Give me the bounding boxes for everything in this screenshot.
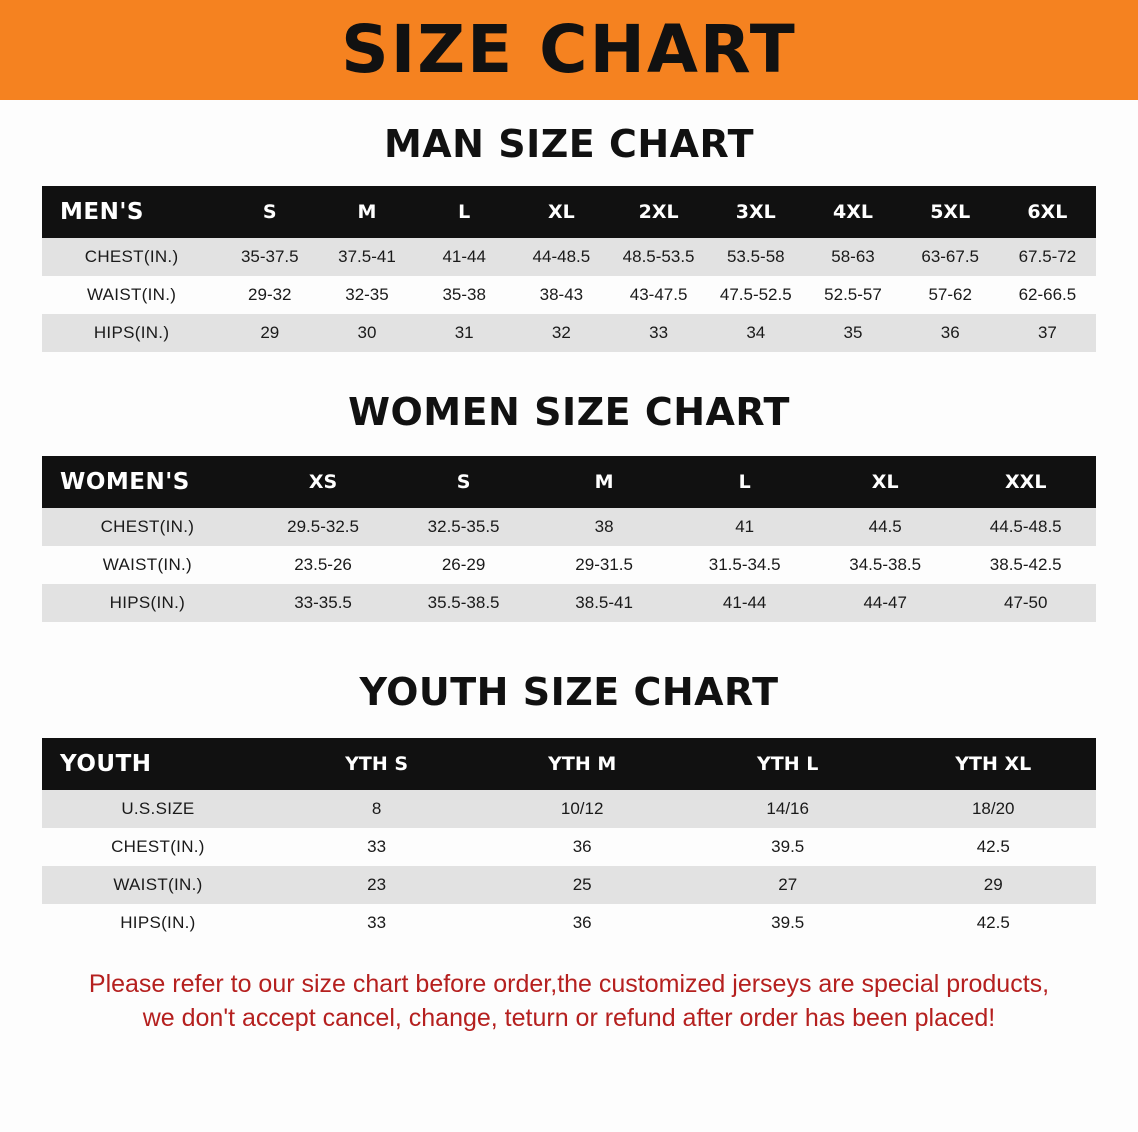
cell: 57-62 <box>902 276 999 314</box>
cell: 42.5 <box>890 828 1096 866</box>
cell: 29 <box>221 314 318 352</box>
cell: 47.5-52.5 <box>707 276 804 314</box>
header-cell-2xl: 2XL <box>610 186 707 238</box>
table-header-row <box>42 456 1096 508</box>
cell: 35-37.5 <box>221 238 318 276</box>
cell: 35 <box>804 314 901 352</box>
row-label-chest: CHEST(IN.) <box>42 238 221 276</box>
cell: 29.5-32.5 <box>253 508 394 546</box>
header-cell-rowlabel: MEN'S <box>42 186 221 238</box>
row-label-hips: HIPS(IN.) <box>42 904 274 942</box>
cell: 30 <box>318 314 415 352</box>
cell: 39.5 <box>685 904 891 942</box>
cell: 31 <box>416 314 513 352</box>
header-cell-xl: XL <box>513 186 610 238</box>
cell: 41-44 <box>674 584 815 622</box>
table-row <box>42 508 1096 546</box>
cell: 63-67.5 <box>902 238 999 276</box>
youth-section-heading: YOUTH SIZE CHART <box>359 670 779 714</box>
cell: 36 <box>902 314 999 352</box>
header-cell-rowlabel: YOUTH <box>42 738 274 790</box>
cell: 37 <box>999 314 1096 352</box>
women-size-table <box>42 456 1096 622</box>
cell: 29 <box>890 866 1096 904</box>
cell: 52.5-57 <box>804 276 901 314</box>
cell: 26-29 <box>393 546 534 584</box>
table-header-row <box>42 738 1096 790</box>
table-header-row <box>42 186 1096 238</box>
footer-line-2: we don't accept cancel, change, teturn or refund after order has been placed! <box>142 1003 996 1032</box>
cell: 44-47 <box>815 584 956 622</box>
cell: 36 <box>479 904 685 942</box>
cell: 14/16 <box>685 790 891 828</box>
cell: 58-63 <box>804 238 901 276</box>
women-section-heading: WOMEN SIZE CHART <box>348 390 790 434</box>
man-section-heading: MAN SIZE CHART <box>383 122 755 166</box>
header-cell-l: L <box>674 456 815 508</box>
cell: 48.5-53.5 <box>610 238 707 276</box>
man-table-wrap <box>42 186 1096 352</box>
header-cell-4xl: 4XL <box>804 186 901 238</box>
cell: 23 <box>274 866 480 904</box>
cell: 33 <box>274 828 480 866</box>
cell: 31.5-34.5 <box>674 546 815 584</box>
header-cell-yth-m: YTH M <box>479 738 685 790</box>
man-size-table <box>42 186 1096 352</box>
page-banner <box>0 0 1138 100</box>
cell: 27 <box>685 866 891 904</box>
cell: 44-48.5 <box>513 238 610 276</box>
header-cell-yth-l: YTH L <box>685 738 891 790</box>
youth-table-wrap <box>42 738 1096 942</box>
cell: 44.5 <box>815 508 956 546</box>
cell: 23.5-26 <box>253 546 394 584</box>
cell: 34.5-38.5 <box>815 546 956 584</box>
cell: 43-47.5 <box>610 276 707 314</box>
table-row <box>42 904 1096 942</box>
header-cell-yth-xl: YTH XL <box>890 738 1096 790</box>
footer-line-1: Please refer to our size chart before order,the customized jerseys are special products, <box>88 970 1050 998</box>
cell: 39.5 <box>685 828 891 866</box>
header-cell-5xl: 5XL <box>902 186 999 238</box>
cell: 29-32 <box>221 276 318 314</box>
cell: 8 <box>274 790 480 828</box>
page-title: SIZE CHART <box>341 11 797 88</box>
cell: 29-31.5 <box>534 546 675 584</box>
cell: 62-66.5 <box>999 276 1096 314</box>
cell: 35.5-38.5 <box>393 584 534 622</box>
cell: 41-44 <box>416 238 513 276</box>
table-row <box>42 790 1096 828</box>
cell: 38.5-42.5 <box>955 546 1096 584</box>
table-row <box>42 276 1096 314</box>
table-row <box>42 314 1096 352</box>
cell: 53.5-58 <box>707 238 804 276</box>
cell: 38-43 <box>513 276 610 314</box>
cell: 34 <box>707 314 804 352</box>
row-label-chest: CHEST(IN.) <box>42 828 274 866</box>
cell: 35-38 <box>416 276 513 314</box>
header-cell-6xl: 6XL <box>999 186 1096 238</box>
footer-disclaimer <box>36 968 1102 1036</box>
cell: 10/12 <box>479 790 685 828</box>
table-row <box>42 238 1096 276</box>
header-cell-yth-s: YTH S <box>274 738 480 790</box>
cell: 32.5-35.5 <box>393 508 534 546</box>
table-row <box>42 584 1096 622</box>
cell: 41 <box>674 508 815 546</box>
cell: 38.5-41 <box>534 584 675 622</box>
youth-size-table <box>42 738 1096 942</box>
header-cell-xl: XL <box>815 456 956 508</box>
cell: 18/20 <box>890 790 1096 828</box>
cell: 42.5 <box>890 904 1096 942</box>
row-label-waist: WAIST(IN.) <box>42 276 221 314</box>
header-cell-s: S <box>221 186 318 238</box>
table-row <box>42 828 1096 866</box>
cell: 33-35.5 <box>253 584 394 622</box>
header-cell-s: S <box>393 456 534 508</box>
cell: 67.5-72 <box>999 238 1096 276</box>
cell: 44.5-48.5 <box>955 508 1096 546</box>
row-label-waist: WAIST(IN.) <box>42 546 253 584</box>
header-cell-m: M <box>534 456 675 508</box>
table-row <box>42 866 1096 904</box>
row-label-us-size: U.S.SIZE <box>42 790 274 828</box>
table-row <box>42 546 1096 584</box>
header-cell-m: M <box>318 186 415 238</box>
header-cell-l: L <box>416 186 513 238</box>
women-table-wrap <box>42 456 1096 622</box>
cell: 33 <box>274 904 480 942</box>
row-label-chest: CHEST(IN.) <box>42 508 253 546</box>
cell: 36 <box>479 828 685 866</box>
header-cell-rowlabel: WOMEN'S <box>42 456 253 508</box>
header-cell-3xl: 3XL <box>707 186 804 238</box>
header-cell-xs: XS <box>253 456 394 508</box>
cell: 25 <box>479 866 685 904</box>
cell: 47-50 <box>955 584 1096 622</box>
cell: 33 <box>610 314 707 352</box>
cell: 32-35 <box>318 276 415 314</box>
header-cell-xxl: XXL <box>955 456 1096 508</box>
cell: 38 <box>534 508 675 546</box>
row-label-hips: HIPS(IN.) <box>42 314 221 352</box>
cell: 32 <box>513 314 610 352</box>
cell: 37.5-41 <box>318 238 415 276</box>
row-label-waist: WAIST(IN.) <box>42 866 274 904</box>
row-label-hips: HIPS(IN.) <box>42 584 253 622</box>
